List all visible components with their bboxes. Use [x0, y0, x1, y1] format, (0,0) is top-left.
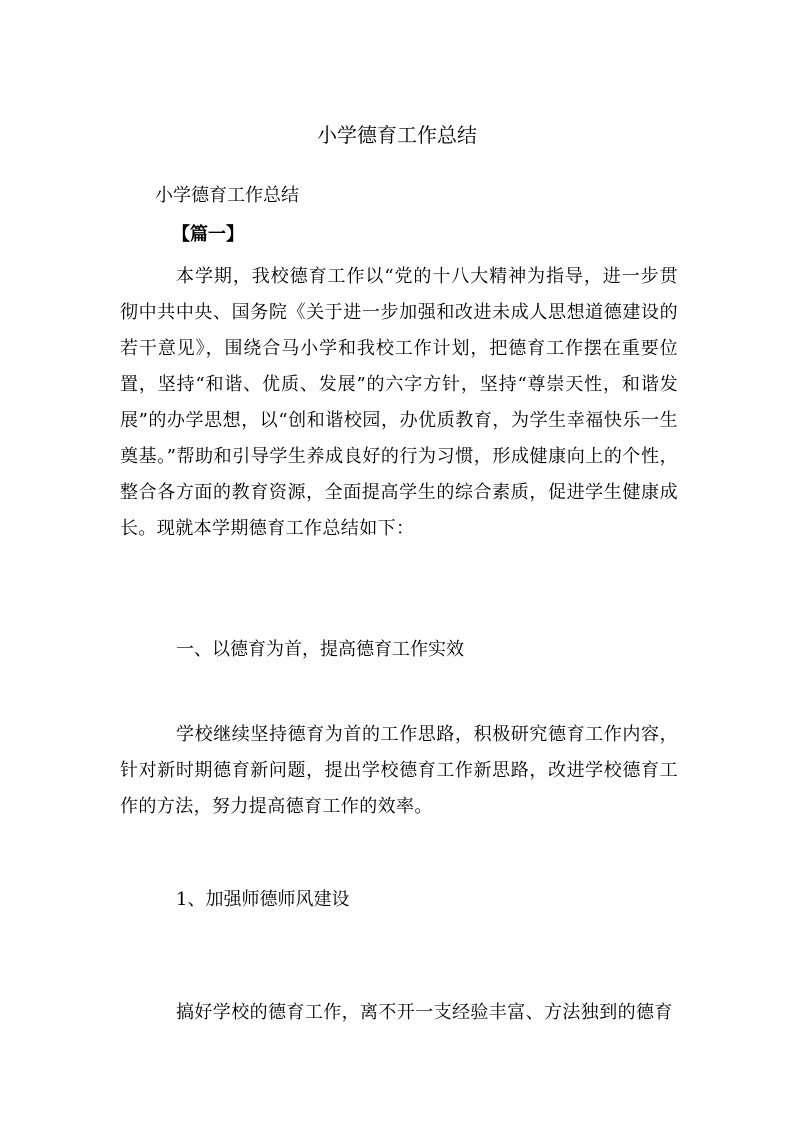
- document-subtitle: 小学德育工作总结: [155, 185, 299, 206]
- document-title: 小学德育工作总结: [317, 123, 477, 147]
- paragraph-section-1: 学校继续坚持德育为首的工作思路，积极研究德育工作内容，针对新时期德育新问题，提出学校德育工作新思路，改进学校德育工作的方法，努力提高德育工作的效率。: [120, 724, 678, 817]
- paragraph-subsection-1: 搞好学校的德育工作，离不开一支经验丰富、方法独到的德育: [176, 1002, 673, 1023]
- section-heading-1: 一、以德育为首，提高德育工作实效: [176, 639, 464, 660]
- subsection-heading-1: 1、加强师德师风建设: [176, 889, 350, 910]
- paragraph-intro: 本学期，我校德育工作以“党的十八大精神为指导，进一步贯彻中共中央、国务院《关于进一步加强和改进未成人思想道德建设的若干意见》，围绕合马小学和我校工作计划，把德育工作摆在重要位置，坚持“和谐、优质、发展”的六字方针，坚持“尊崇天性，和谐发展”的办学思想，以“创和谐校园，办优质教育，为学生幸福快乐一生奠基。”帮助和引导学生养成良好的行为习惯，形成健康向上的个性，整合各方面的教育资源，全面提高学生的综合素质，促进学生健康成长。现就本学期德育工作总结如下：: [120, 266, 678, 539]
- section-tag: 【篇一】: [172, 224, 244, 245]
